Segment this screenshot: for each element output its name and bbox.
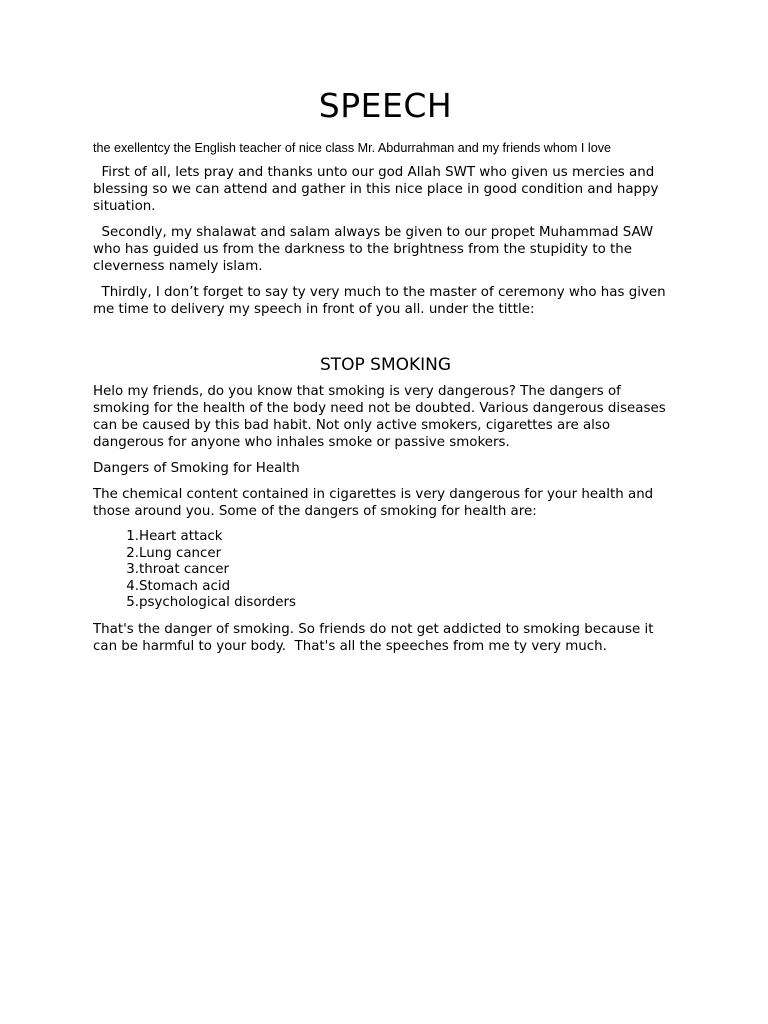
opening-paragraph-1: First of all, lets pray and thanks unto our god Allah SWT who given us mercies and blessing so we can attend and gather in this nice place in good condition and happy situation. (93, 165, 659, 214)
opening-paragraph-3: Thirdly, I don’t forget to say ty very much to the master of ceremony who has given me time to delivery my speech in front of you all. under the tittle: (93, 285, 666, 317)
list-item-number: 1. (126, 529, 139, 544)
list-item-text: psychological disorders (139, 595, 296, 611)
body-paragraph-2: The chemical content contained in cigarettes is very dangerous for your health and those around you. Some of the dangers of smoking for health are: (93, 487, 654, 519)
opening-paragraph-2: Secondly, my shalawat and salam always be given to our propet Muhammad SAW who has guided us from the darkness to the brightness from the stupidity to the cleverness namely islam. (93, 225, 654, 274)
salutation-line: the exellentcy the English teacher of nice class Mr. Abdurrahman and my friends whom I love (93, 141, 612, 155)
list-item (93, 579, 678, 596)
list-item-number: 2. (126, 545, 139, 561)
list-item-text: Heart attack (139, 529, 223, 544)
list-item-number: 3. (126, 562, 139, 578)
list-item (93, 562, 678, 579)
list-item-text: Lung cancer (139, 545, 222, 561)
list-item (93, 529, 678, 546)
section-heading: Dangers of Smoking for Health (93, 461, 300, 476)
dangers-list (93, 529, 678, 612)
list-item-text: Stomach acid (139, 578, 231, 594)
list-item-number: 5. (126, 595, 139, 611)
list-item-number: 4. (126, 578, 139, 594)
list-item (93, 546, 678, 563)
list-item (93, 595, 678, 612)
document-page (93, 84, 678, 655)
closing-paragraph: That's the danger of smoking. So friends do not get addicted to smoking because it can be harmful to your body. That's all the speeches from me ty very much. (93, 621, 654, 654)
list-item-text: throat cancer (139, 562, 230, 578)
speech-subtitle: STOP SMOKING (319, 355, 452, 375)
body-paragraph-1: Helo my friends, do you know that smoking is very dangerous? The dangers of smoking for the health of the body need not be doubted. Various dangerous diseases can be caused by this bad habit. Not only active smokers, cigarettes are also dangerous for anyone who inhales smoke or passive smokers. (93, 384, 666, 450)
document-title: SPEECH (318, 86, 453, 125)
